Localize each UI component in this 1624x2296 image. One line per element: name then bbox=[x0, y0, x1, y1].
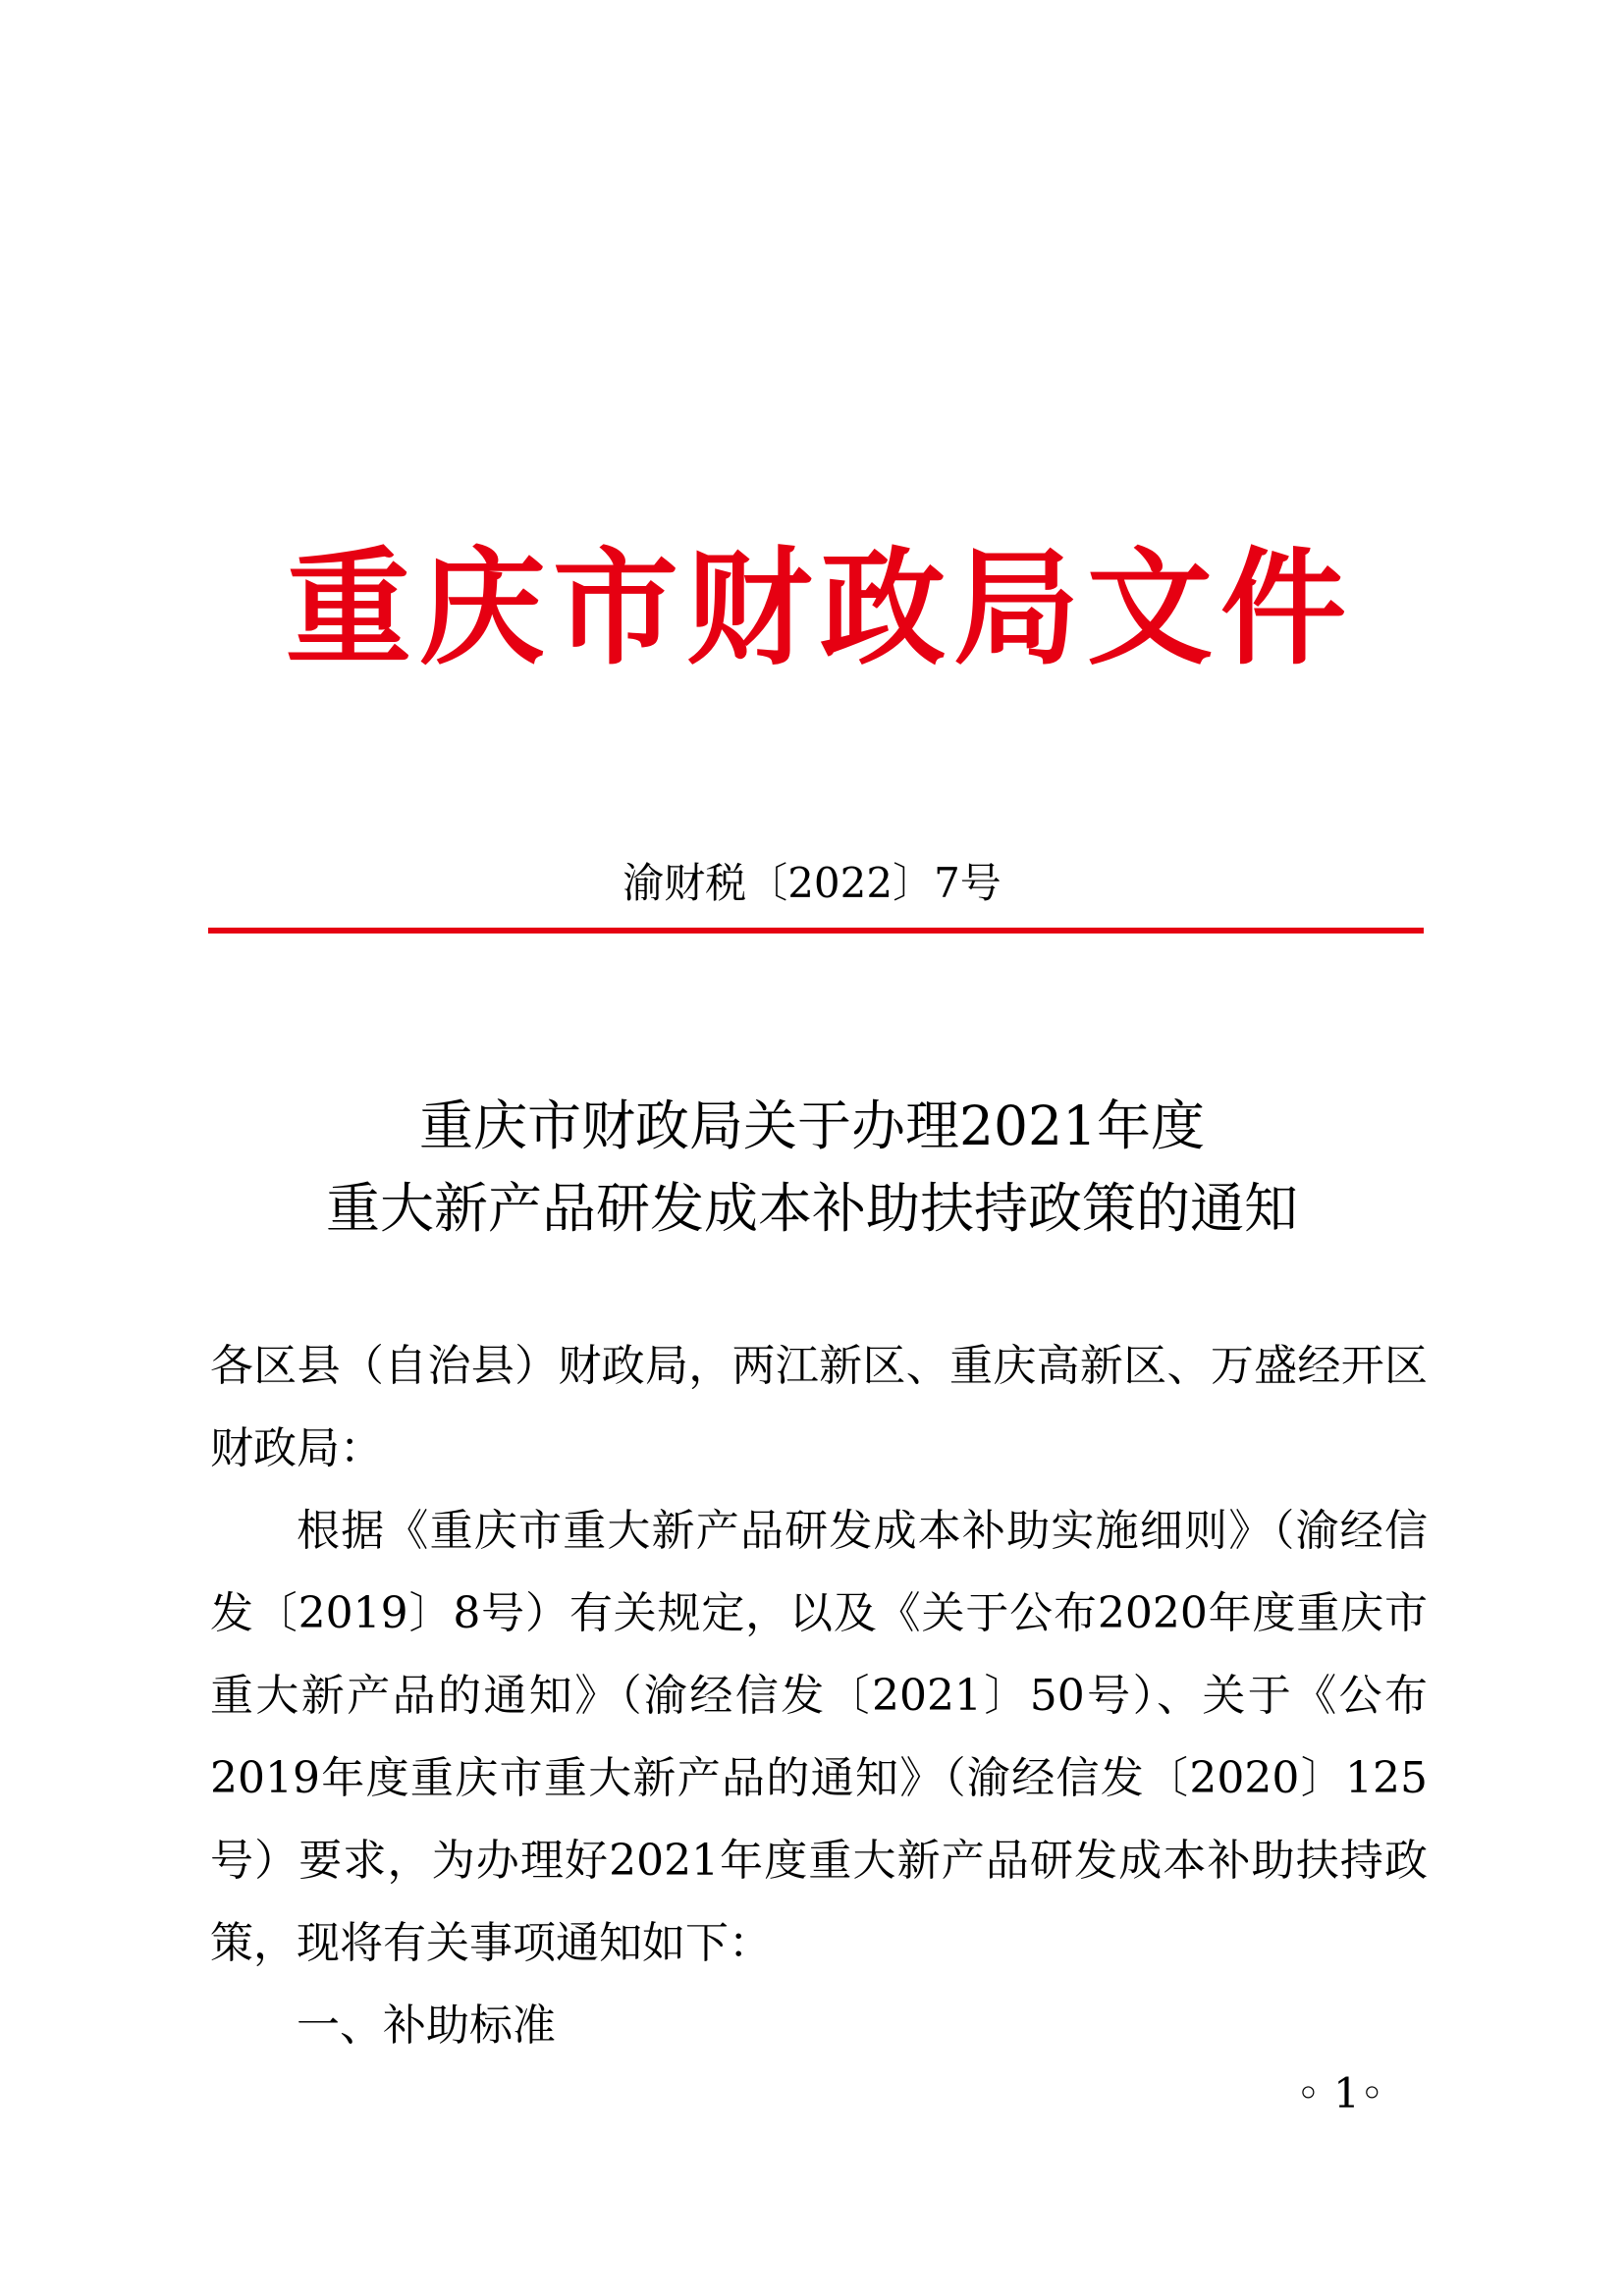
document-body bbox=[210, 1325, 1428, 2067]
section-heading: 一、补助标准 bbox=[297, 2001, 556, 2051]
document-masthead: 重庆市财政局文件 bbox=[285, 535, 1354, 682]
document-title bbox=[0, 1085, 1624, 1250]
document-number: 渝财税〔2022〕7号 bbox=[623, 859, 1001, 907]
red-separator-line bbox=[208, 928, 1424, 934]
page-number: ◦ 1◦ bbox=[1296, 2069, 1384, 2117]
body-paragraph: 根据《重庆市重大新产品研发成本补助实施细则》（渝经信发〔2019〕8号）有关规定，以及《关于公布2020年度重庆市重大新产品的通知》（渝经信发〔2021〕50号）、关于《公布2019年度重庆市重大新产品的通知》（渝经信发〔2020〕125号）要求，为办理好2021年度重大新产品研发成本补助扶持政策，现将有关事项通知如下： bbox=[210, 1506, 1428, 1968]
document-title-line-2: 重大新产品研发成本补助扶持政策的通知 bbox=[325, 1177, 1298, 1240]
document-title-line-1: 重庆市财政局关于办理2021年度 bbox=[419, 1095, 1205, 1157]
addressee-line: 各区县（自治县）财政局，两江新区、重庆高新区、万盛经开区财政局： bbox=[210, 1341, 1428, 1473]
